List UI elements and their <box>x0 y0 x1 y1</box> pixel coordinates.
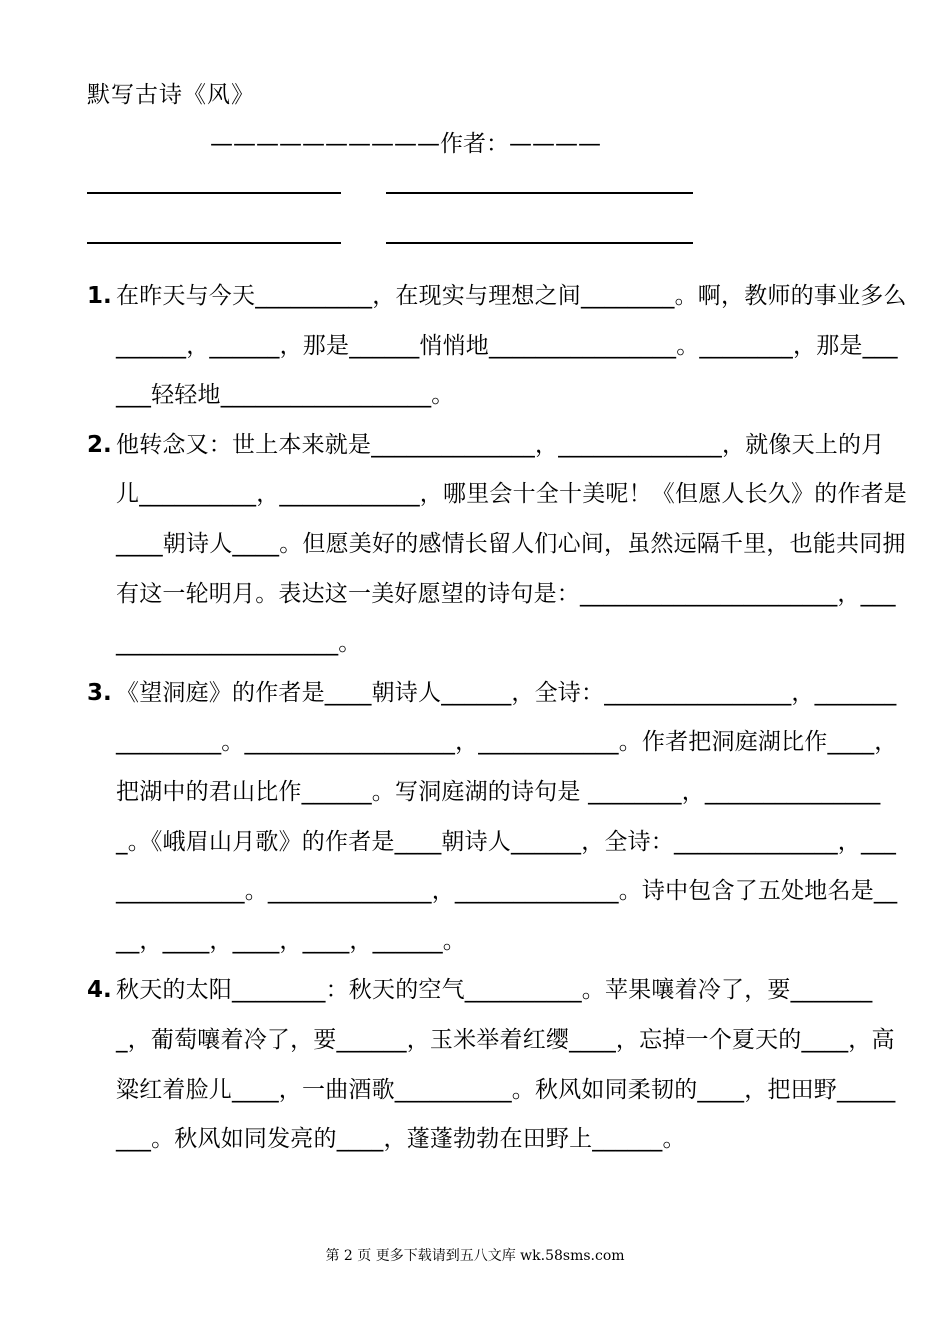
poem-author-line: ——————————作者：———— <box>210 131 601 157</box>
page-footer: 第 2 页 更多下载请到五八文库 wk.58sms.com <box>325 1248 625 1264</box>
question-2 <box>87 421 907 669</box>
poem-blank-line-1b <box>386 192 693 194</box>
question-number: 4. <box>87 977 112 1004</box>
question-text: 《望洞庭》的作者是____朝诗人______，全诗：________________，________________。__________________，____________。作者把洞庭湖比作____，把湖中的君山比作______。写洞庭湖的诗句是 ________，________________。《峨眉山月歌》的作者是____朝诗人______，全诗：______________，______________。______________，______________。诗中包含了五处地名是____，____，____，____，______。 <box>116 679 898 954</box>
question-4 <box>87 966 907 1164</box>
page-title: 默写古诗《风》 <box>87 82 255 108</box>
question-3 <box>87 669 907 967</box>
question-text: 秋天的太阳________：秋天的空气__________。苹果嚷着冷了，要________，葡萄嚷着冷了，要______，玉米举着红缨____，忘掉一个夏天的____，高粱红着脸儿____，一曲酒歌__________。秋风如同柔韧的____，把田野________。秋风如同发亮的____，蓬蓬勃勃在田野上______。 <box>116 977 896 1153</box>
poem-blank-line-2a <box>87 242 341 244</box>
question-1 <box>87 272 907 421</box>
question-number: 2. <box>87 431 112 458</box>
question-text: 他转念又：世上本来就是______________，______________，就像天上的月儿__________，____________，哪里会十全十美呢！《但愿人长久》的作者是____朝诗人____。但愿美好的感情长留人们心间，虽然远隔千里，也能共同拥有这一轮明月。表达这一美好愿望的诗句是：______________________，______________________。 <box>116 431 907 657</box>
poem-blank-line-2b <box>386 242 693 244</box>
poem-blank-line-1a <box>87 192 341 194</box>
question-number: 1. <box>87 283 112 309</box>
question-list <box>87 272 907 1165</box>
question-text: 在昨天与今天__________，在现实与理想之间________。啊，教师的事业多么______，______，那是______悄悄地________________。________，那是______轻轻地__________________。 <box>116 283 907 409</box>
question-number: 3. <box>87 679 112 706</box>
